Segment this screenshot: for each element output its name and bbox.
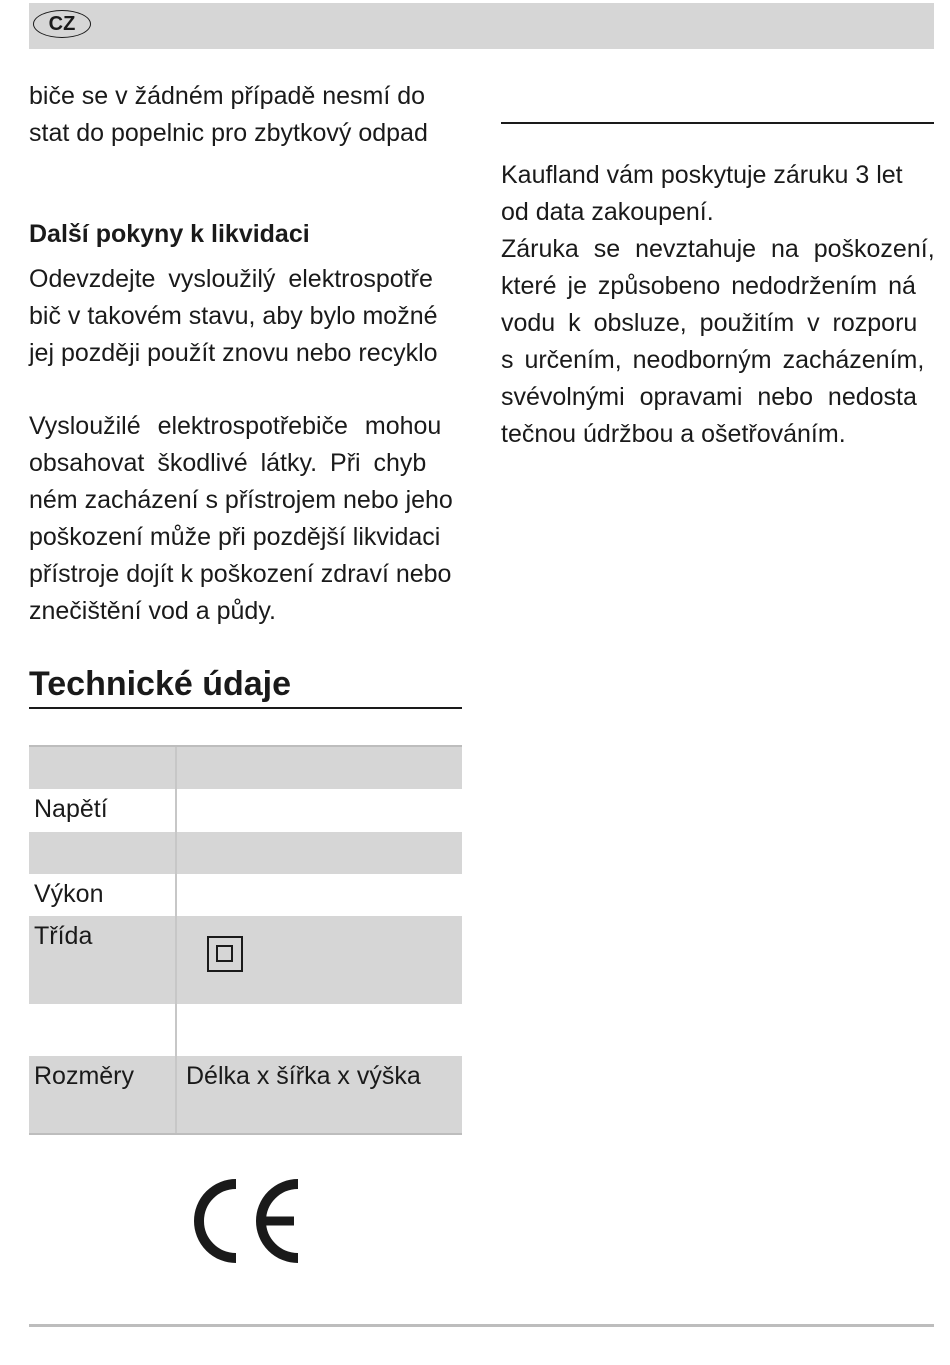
table-row <box>29 745 462 789</box>
text-line: ném zacházení s přístrojem nebo jeho <box>29 486 453 514</box>
tech-heading-rule <box>29 707 462 709</box>
right-section-rule <box>501 122 934 124</box>
text-line: které je způsobeno nedodržením ná <box>501 272 916 300</box>
table-row <box>29 789 462 832</box>
table-bottom-rule <box>29 1133 462 1135</box>
text-line: s určením, neodborným zacházením, <box>501 346 925 374</box>
table-top-rule <box>29 745 462 747</box>
text-line: vodu k obsluze, použitím v rozporu <box>501 309 918 337</box>
tech-section <box>29 662 462 706</box>
text-line: poškození může při pozdější likvidaci <box>29 523 441 551</box>
language-badge: CZ <box>33 10 91 38</box>
text-line: obsahovat škodlivé látky. Při chyb <box>29 449 427 477</box>
text-line: Odevzdejte vysloužilý elektrospotře <box>29 265 433 293</box>
tech-table <box>29 745 462 1135</box>
table-row <box>29 832 462 874</box>
protection-class-ii-icon <box>207 936 243 972</box>
text-line: Vysloužilé elektrospotřebiče mohou <box>29 412 442 440</box>
warranty-paragraph-2 <box>501 231 934 453</box>
text-line: svévolnými opravami nebo nedosta <box>501 383 917 411</box>
intro-paragraph <box>29 78 462 152</box>
table-row <box>29 874 462 916</box>
disposal-paragraph-1 <box>29 261 462 372</box>
header-bar <box>29 3 934 49</box>
warranty-section <box>501 157 934 453</box>
ce-mark-icon <box>190 1178 302 1264</box>
text-line: Kaufland vám poskytuje záruku 3 let <box>501 161 903 189</box>
table-column-divider <box>175 745 177 1135</box>
text-line: od data zakoupení. <box>501 198 714 226</box>
warranty-paragraph-1 <box>501 157 934 231</box>
row-label-dimensions: Rozměry <box>34 1062 135 1090</box>
tech-heading: Technické údaje <box>29 665 292 703</box>
row-label-class: Třída <box>34 922 93 950</box>
disposal-paragraph-2 <box>29 408 462 630</box>
row-value-dimensions: Délka x šířka x výška <box>186 1062 421 1090</box>
disposal-section <box>29 216 462 630</box>
table-row <box>29 1056 462 1135</box>
row-label-voltage: Napětí <box>34 795 108 823</box>
text-line: znečištění vod a půdy. <box>29 597 276 625</box>
text-line: bič v takovém stavu, aby bylo možné <box>29 302 438 330</box>
text-line: Záruka se nevztahuje na poškození, <box>501 235 935 263</box>
table-row <box>29 916 462 1004</box>
table-row <box>29 1004 462 1056</box>
text-line: jej později použít znovu nebo recyklo <box>29 339 438 367</box>
disposal-heading: Další pokyny k likvidaci <box>29 220 310 248</box>
row-label-power: Výkon <box>34 880 104 908</box>
footer-rule <box>29 1324 934 1327</box>
text-line: přístroje dojít k poškození zdraví nebo <box>29 560 452 588</box>
text-line: tečnou údržbou a ošetřováním. <box>501 420 846 448</box>
text-line: stat do popelnic pro zbytkový odpad <box>29 119 428 147</box>
left-column <box>29 78 462 152</box>
text-line: biče se v žádném případě nesmí do <box>29 82 426 110</box>
